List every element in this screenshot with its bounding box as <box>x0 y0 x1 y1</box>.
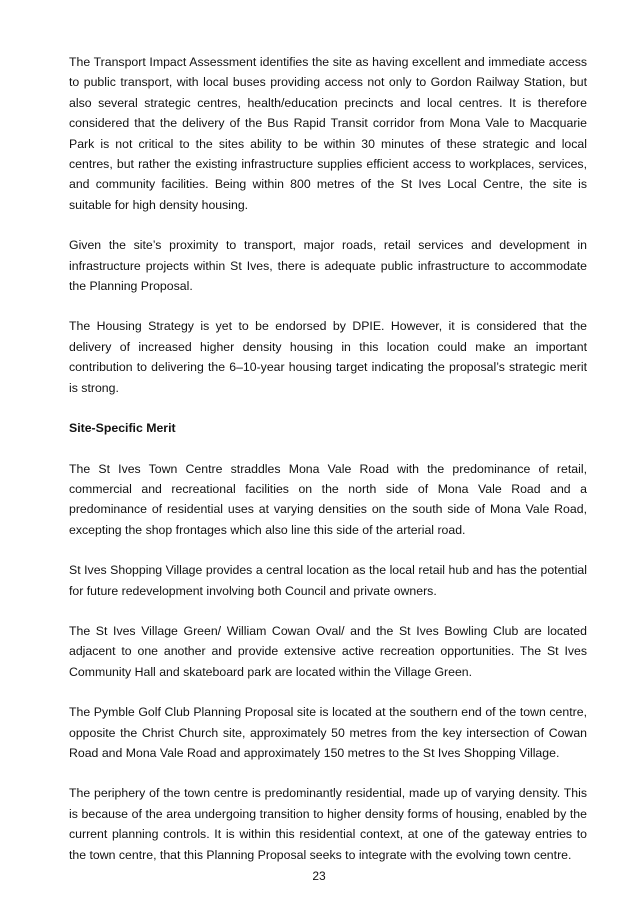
page-number: 23 <box>312 869 326 883</box>
paragraph-shopping-village: St Ives Shopping Village provides a central location as the local retail hub and has the potential for future redevelopment involving both Council and private owners. <box>69 563 587 598</box>
section-heading: Site-Specific Merit <box>69 421 176 436</box>
paragraph-town-centre: The St Ives Town Centre straddles Mona Vale Road with the predominance of retail, commercial and recreational facilities on the north side of Mona Vale Road and a predominance of residential uses at varying densities on the south side of Mona Vale Road, excepting the shop frontages which also line this side of the arterial road. <box>69 461 587 537</box>
paragraph-housing-strategy: The Housing Strategy is yet to be endorsed by DPIE. However, it is considered that the delivery of increased higher density housing in this location could make an important contribution to delivering the 6–10-year housing target indicating the proposal’s strategic merit is strong. <box>69 319 587 395</box>
paragraph-periphery: The periphery of the town centre is predominantly residential, made up of varying density. This is because of the area undergoing transition to higher density forms of housing, enabled by the current planning controls. It is within this residential context, at one of the gateway entries to the town centre, that this Planning Proposal seeks to integrate with the evolving town centre. <box>69 786 587 862</box>
paragraph-golf-club-site: The Pymble Golf Club Planning Proposal site is located at the southern end of the town centre, opposite the Christ Church site, approximately 50 metres from the key intersection of Cowan Road and Mona Vale Road and approximately 150 metres to the St Ives Shopping Village. <box>69 705 587 760</box>
paragraph-village-green: The St Ives Village Green/ William Cowan Oval/ and the St Ives Bowling Club are located adjacent to one another and provide extensive active recreation opportunities. The St Ives Community Hall and skateboard park are located within the Village Green. <box>69 623 587 679</box>
paragraph-public-infrastructure: Given the site’s proximity to transport, major roads, retail services and development in infrastructure projects within St Ives, there is adequate public infrastructure to accommodate the Planning Proposal. <box>69 238 587 294</box>
paragraph-transport-access: The Transport Impact Assessment identifies the site as having excellent and immediate access to public transport, with local buses providing access not only to Gordon Railway Station, but also several strategic centres, health/education precincts and local centres. It is therefore considered that the delivery of the Bus Rapid Transit corridor from Mona Vale to Macquarie Park is not critical to the sites ability to be within 30 minutes of these strategic and local centres, but rather the existing infrastructure supplies efficient access to workplaces, services, and community facilities. Being within 800 metres of the St Ives Local Centre, the site is suitable for high density housing. <box>69 55 587 212</box>
